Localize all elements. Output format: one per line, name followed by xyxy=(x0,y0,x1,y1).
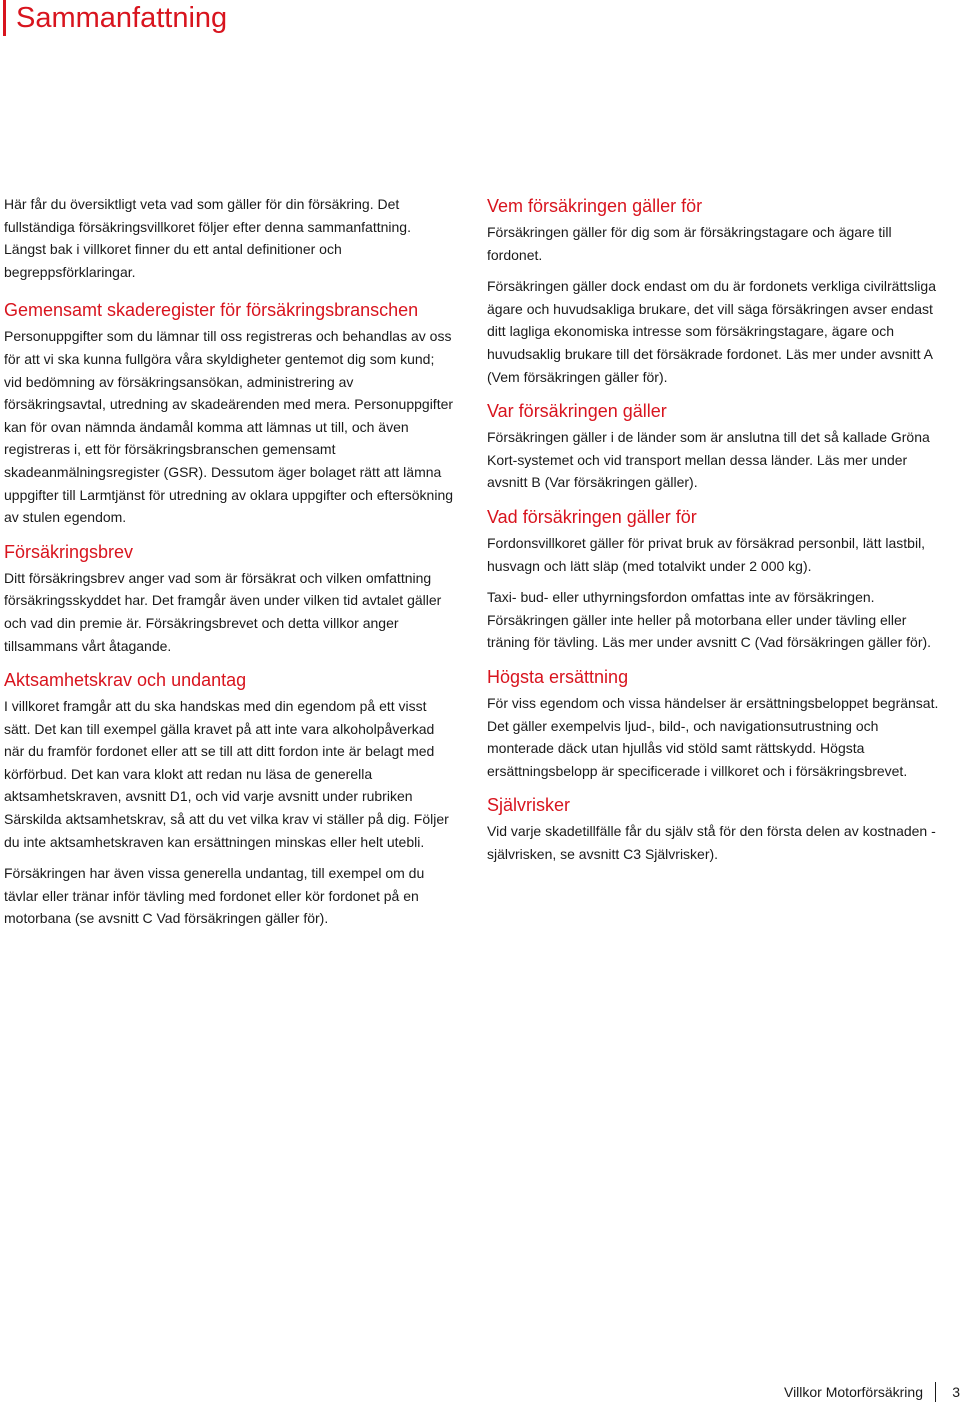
section-forsakringsbrev xyxy=(4,539,454,657)
section-heading: Vem försäkringen gäller för xyxy=(487,196,703,216)
section-gemensamt-skaderegister xyxy=(4,297,454,528)
section-paragraph: Försäkringen har även vissa generella undantag, till exempel om du tävlar eller tränar inför tävling med fordonet eller kör fordonet på en motorbana (se avsnitt C Vad försäkringen gäller för). xyxy=(4,865,425,927)
page-footer xyxy=(784,1382,960,1402)
section-sjalvrisker xyxy=(487,792,947,865)
section-aktsamhetskrav xyxy=(4,667,454,930)
section-hogsta-ersattning xyxy=(487,664,947,782)
section-heading: Självrisker xyxy=(487,795,571,816)
section-var-forsakringen-galler xyxy=(487,398,947,494)
section-paragraph: Försäkringen gäller dock endast om du är fordonets verkliga civilrättsliga ägare och huvudsakliga brukare, det vill säga försäkringen avser endast ditt lagliga ekonomiska intresse som försäkringstagare, ägare och huvudsaklig brukare till det försäkrade fordonet. Läs mer under avsnitt A (Vem försäkringen gäller för). xyxy=(487,278,936,385)
section-paragraph: Taxi- bud- eller uthyrningsfordon omfattas inte av försäkringen. Försäkringen gäller inte heller på motorbana eller under tävling eller träning för tävling. Läs mer under avsnitt C (Vad försäkringen gäller för). xyxy=(487,589,932,651)
footer-divider xyxy=(935,1382,936,1402)
section-paragraph: Personuppgifter som du lämnar till oss registreras och behandlas av oss för att vi ska kunna fullgöra våra skyldigheter gentemot dig som kund; vid bedömning av försäkringsansökan, administrering av försäkringsavtal, utredning av skadeärenden med mera. Personuppgifter kan för ovan nämnda ändamål komma att lämnas ut till, och även registreras i, ett för försäkringsbranschen gemensamt skadeanmälningsregister (GSR). Dessutom äger bolaget rätt att lämna uppgifter till Larmtjänst för utredning av oklara uppgifter och eftersökning av stulen egendom. xyxy=(4,328,454,526)
intro-paragraph: Här får du översiktligt veta vad som gäller för din försäkring. Det fullständiga försäkringsvillkoret följer efter denna sammanfattning. Längst bak i villkoret finner du ett antal definitioner och begreppsförklaringar. xyxy=(4,196,411,280)
section-paragraph: Försäkringen gäller i de länder som är anslutna till det så kallade Gröna Kort-systemet och vid transport mellan dessa länder. Läs mer under avsnitt B (Var försäkringen gäller). xyxy=(487,429,930,491)
section-vem-forsakringen-galler-for xyxy=(487,193,947,388)
left-column xyxy=(4,193,454,940)
section-paragraph: Försäkringen gäller för dig som är försäkringstagare och ägare till fordonet. xyxy=(487,224,892,263)
page-title-bar xyxy=(3,0,227,36)
section-heading: Vad försäkringen gäller för xyxy=(487,506,697,527)
section-paragraph: Fordonsvillkoret gäller för privat bruk av försäkrad personbil, lätt lastbil, husvagn och lätt släp (med totalvikt under 2 000 kg). xyxy=(487,534,926,574)
section-paragraph: Vid varje skadetillfälle får du själv stå för den första delen av kostnaden - självrisken, se avsnitt C3 Självrisker). xyxy=(487,823,936,862)
section-paragraph: I villkoret framgår att du ska handskas med din egendom på ett visst sätt. Det kan till exempel gälla kravet på att inte vara alkoholpåverkad när du framför fordonet eller att se till att ditt fordon inte är belagt med körförbud. Det kan vara klokt att redan nu läsa de generella aktsamhetskraven, avsnitt D1, och vid varje avsnitt under rubriken Särskilda aktsamhetskrav, så att du vet vilka krav vi ställer på dig. Följer du inte aktsamhetskraven kan ersättningen minskas eller helt utebli. xyxy=(4,698,449,850)
section-heading: Var försäkringen gäller xyxy=(487,401,667,422)
section-heading: Aktsamhetskrav och undantag xyxy=(4,670,247,691)
page-title: Sammanfattning xyxy=(16,2,228,34)
section-heading: Gemensamt skaderegister för försäkringsbranschen xyxy=(4,300,419,321)
footer-document-name: Villkor Motorförsäkring xyxy=(783,1384,923,1400)
section-paragraph: Ditt försäkringsbrev anger vad som är försäkrat och vilken omfattning försäkringsskyddet har. Det framgår även under vilken tid avtalet gäller och vad din premie är. Försäkringsbrevet och detta villkor anger tillsammans vårt åtagande. xyxy=(4,569,442,654)
right-column xyxy=(487,193,947,875)
section-heading: Högsta ersättning xyxy=(487,666,629,687)
section-vad-forsakringen-galler-for xyxy=(487,504,947,654)
footer-page-number: 3 xyxy=(952,1384,960,1400)
section-heading: Försäkringsbrev xyxy=(4,541,134,562)
section-paragraph: För viss egendom och vissa händelser är ersättningsbeloppet begränsat. Det gäller exempelvis ljud-, bild-, och navigationsutrustning och monterade däck utan hjullås vid stöld samt rättskydd. Högsta ersättningsbelopp är specificerade i villkoret och i försäkringsbrevet. xyxy=(487,694,939,779)
